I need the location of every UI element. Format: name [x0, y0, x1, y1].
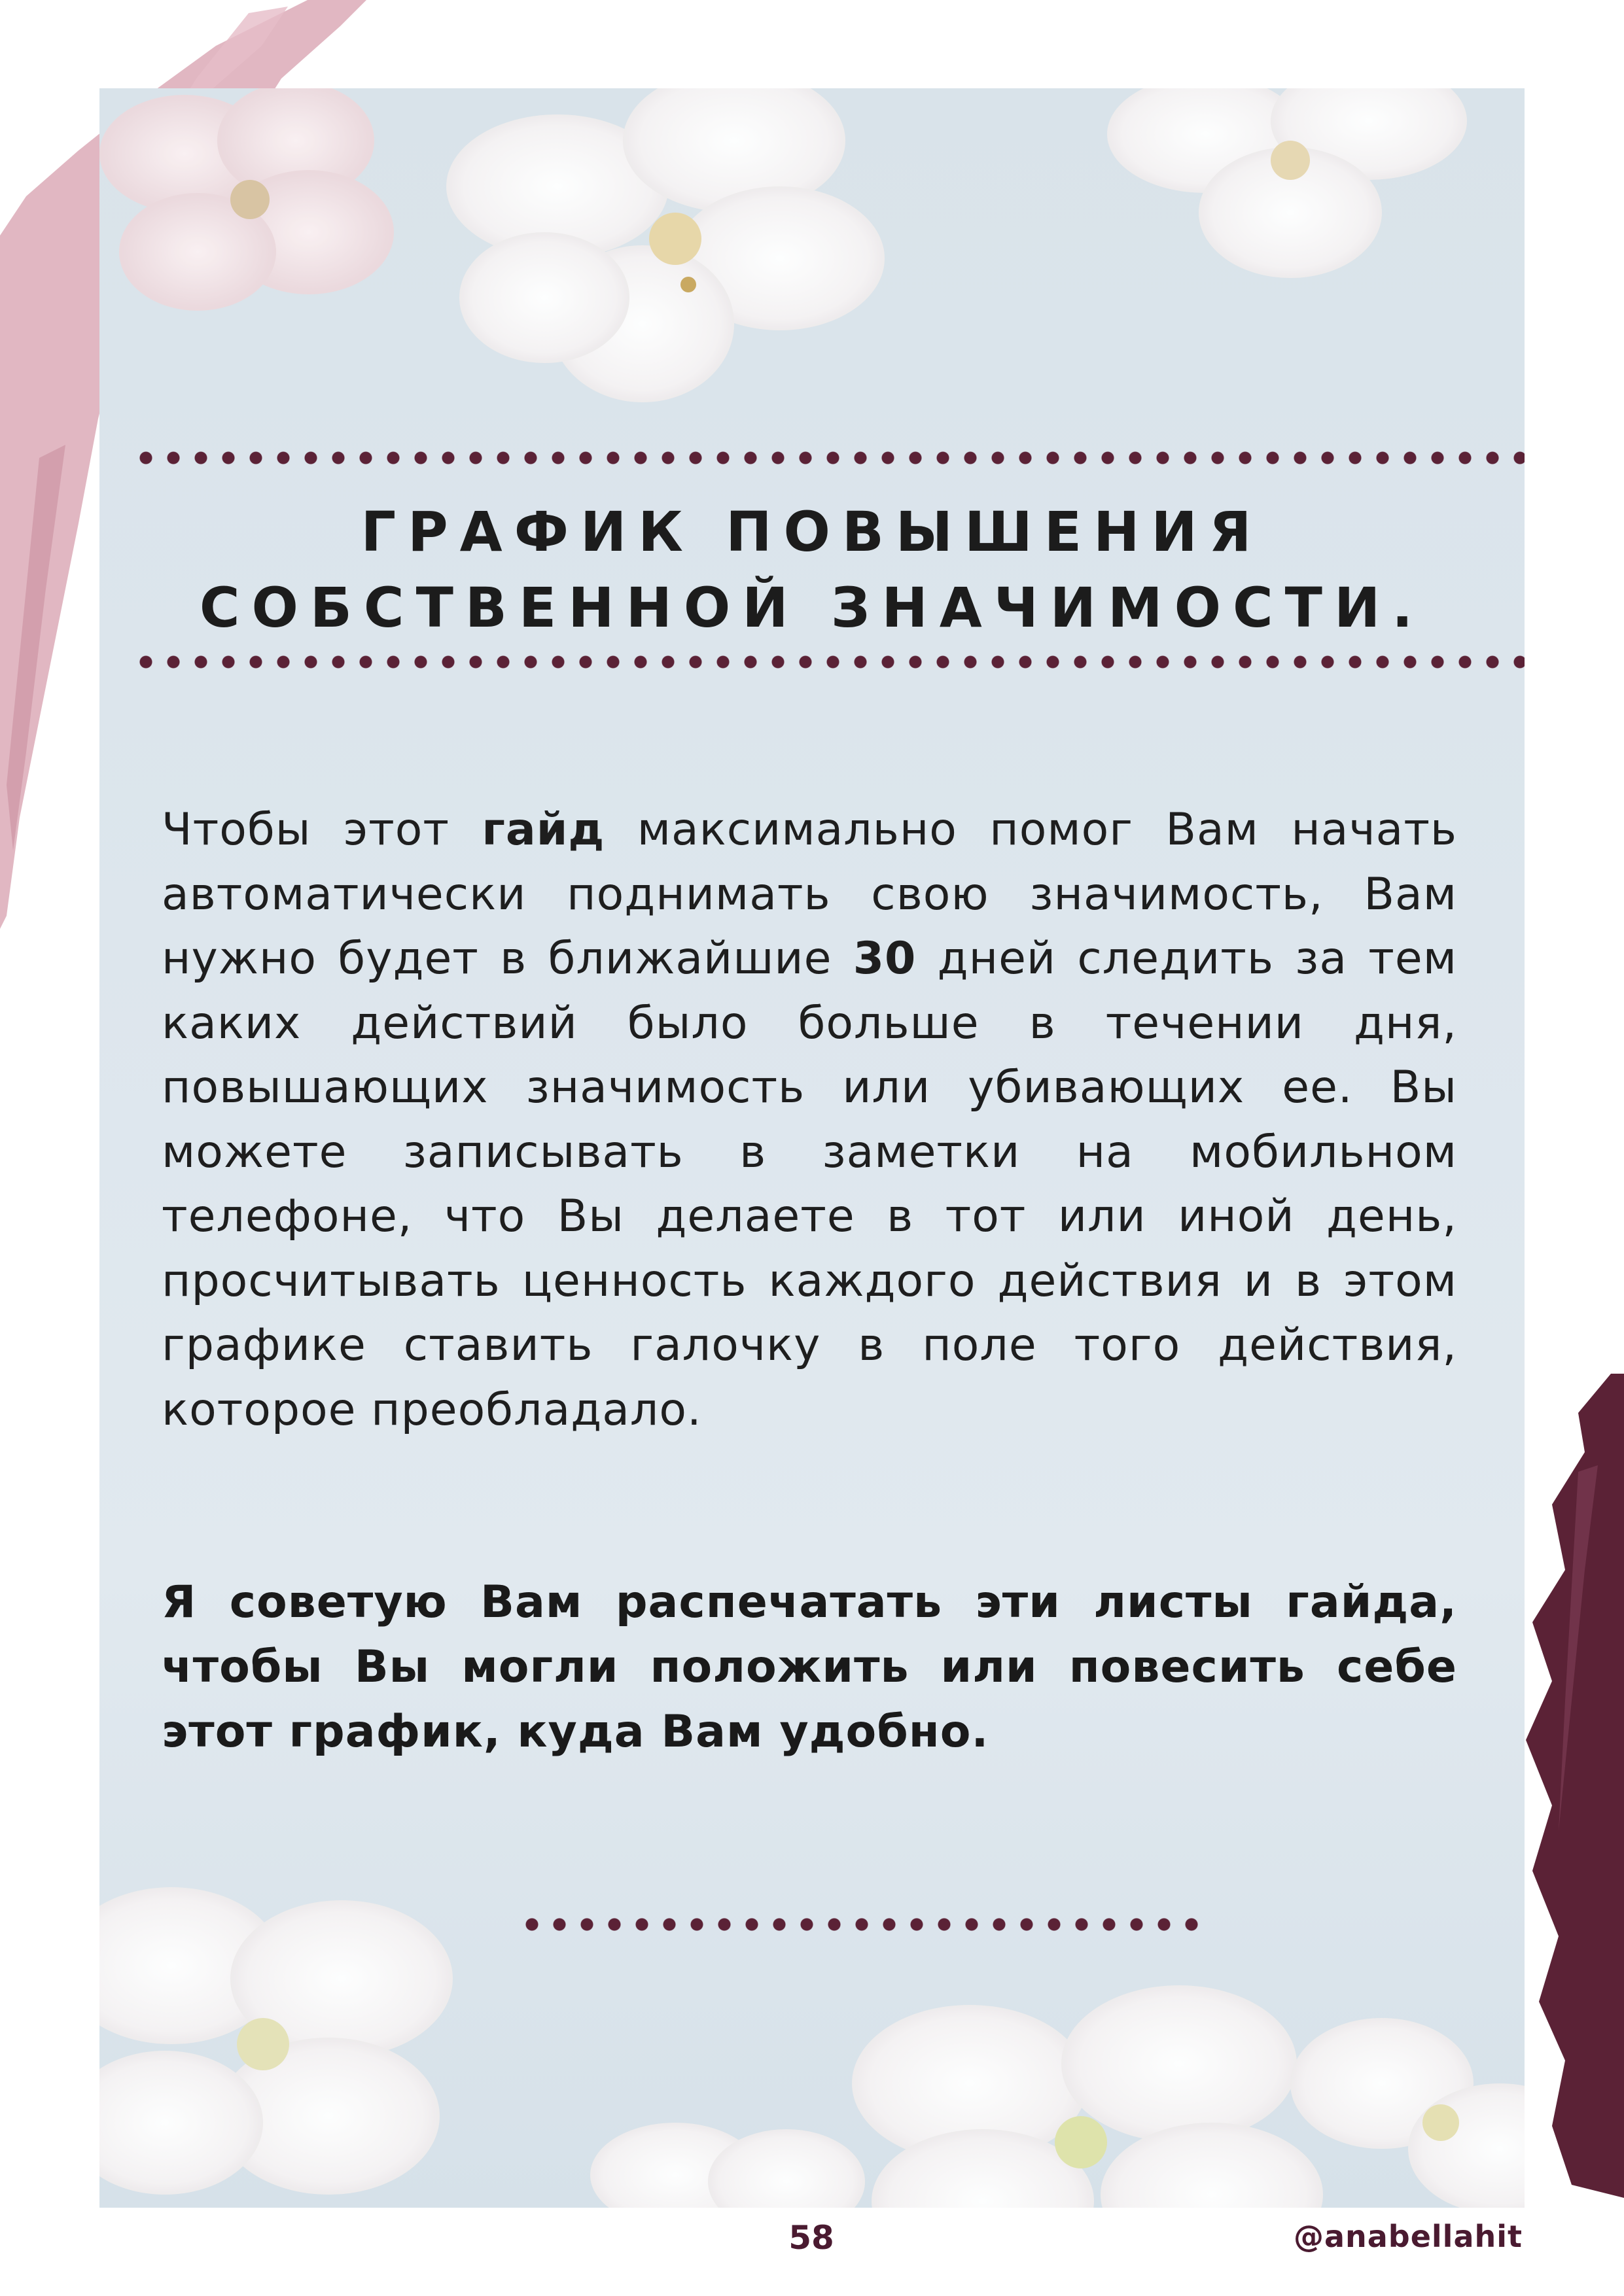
content-panel	[99, 88, 1525, 2208]
dotted-divider-top	[132, 450, 1525, 466]
intro-paragraph	[162, 798, 1457, 1442]
dotted-divider-bottom	[132, 654, 1525, 670]
intro-part-1: Чтобы этот	[162, 804, 482, 856]
page-title	[99, 494, 1525, 646]
title-line-2: СОБСТВЕННОЙ ЗНАЧИМОСТИ.	[199, 576, 1425, 640]
intro-bold-guide: гайд	[482, 804, 605, 856]
author-handle: @anabellahit	[1293, 2219, 1523, 2254]
dotted-divider-short	[518, 1917, 1205, 1932]
intro-part-2: максимально помог Вам начать автоматически поднимать свою значимость, Вам нужно будет в ближайшие	[162, 804, 1457, 984]
plum-brush-stroke	[1513, 1374, 1624, 2198]
title-line-1: ГРАФИК ПОВЫШЕНИЯ	[361, 500, 1263, 564]
page-number: 58	[788, 2219, 834, 2257]
intro-bold-days: 30	[853, 933, 917, 984]
intro-part-3: дней следить за тем каких действий было больше в течении дня, повышающих значимость или убивающих ее. Вы можете записывать в заметки на мобильном телефоне, что Вы делаете в тот или иной день, просчитывать ценность каждого действия и в этом графике ставить галочку в поле того действия, которое преобладало.	[162, 933, 1457, 1436]
advice-paragraph: Я советую Вам распечатать эти листы гайда, чтобы Вы могли положить или повесить себе этот график, куда Вам удобно.	[162, 1576, 1457, 1758]
